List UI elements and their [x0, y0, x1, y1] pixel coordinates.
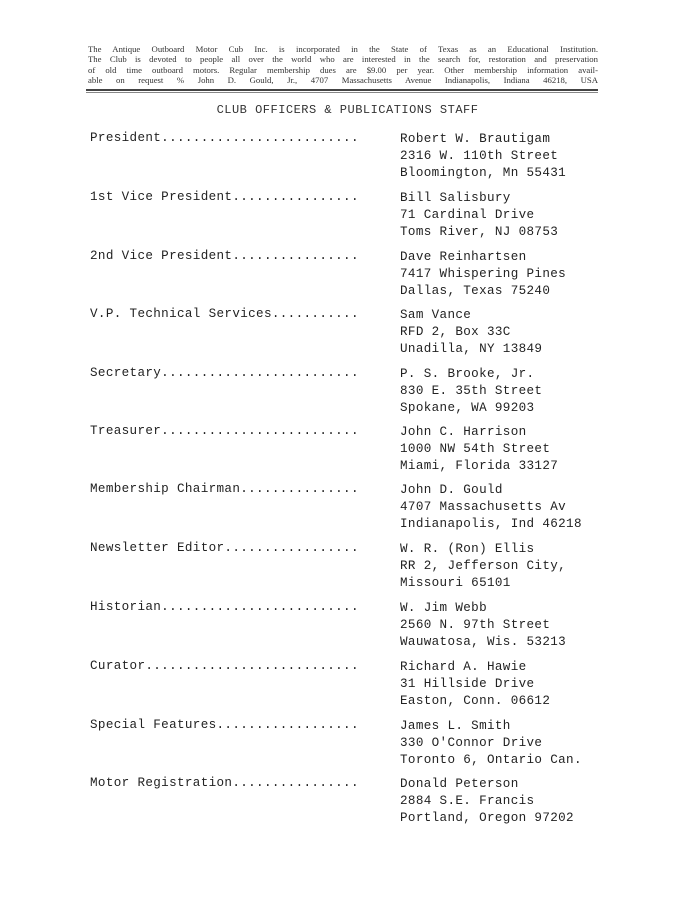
officer-address	[400, 307, 630, 357]
officer-street: 2560 N. 97th Street	[400, 617, 551, 632]
divider-top	[86, 89, 598, 91]
officer-address	[400, 424, 630, 474]
officer-street: 2316 W. 110th Street	[400, 148, 559, 163]
divider-bottom	[86, 92, 598, 93]
club-description-line: of old time outboard motors. Regular membership dues are $9.00 per year. Other membership information avail-	[88, 64, 598, 75]
officer-street: 4707 Massachusetts Av	[400, 499, 567, 514]
officer-city: Bloomington, Mn 55431	[400, 165, 567, 180]
officer-city: Missouri 65101	[400, 575, 511, 590]
officer-role: V.P. Technical Services...........	[90, 307, 359, 321]
officer-city: Unadilla, NY 13849	[400, 341, 543, 356]
officer-role: 1st Vice President................	[90, 190, 359, 204]
officer-city: Indianapolis, Ind 46218	[400, 516, 582, 531]
officer-name: James L. Smith	[400, 719, 511, 733]
officer-address	[400, 366, 630, 416]
officer-address	[400, 249, 630, 299]
officer-city: Toms River, NJ 08753	[400, 224, 559, 239]
officer-role: Membership Chairman...............	[90, 482, 359, 496]
officer-city: Easton, Conn. 06612	[400, 693, 551, 708]
officer-role: Treasurer.........................	[90, 424, 359, 438]
officer-role: Special Features..................	[90, 718, 359, 732]
officer-name: Dave Reinhartsen	[400, 250, 527, 264]
officer-city: Dallas, Texas 75240	[400, 283, 551, 298]
officer-name: W. R. (Ron) Ellis	[400, 542, 535, 556]
officer-name: Donald Peterson	[400, 777, 519, 791]
officer-address	[400, 190, 630, 240]
officer-street: 830 E. 35th Street	[400, 383, 543, 398]
club-description-line: able on request % John D. Gould, Jr., 4707 Massachusetts Avenue Indianapolis, Indiana 46218, USA	[88, 75, 598, 86]
officer-address	[400, 600, 630, 650]
officer-address	[400, 659, 630, 709]
officer-city: Portland, Oregon 97202	[400, 810, 574, 825]
officer-city: Wauwatosa, Wis. 53213	[400, 634, 567, 649]
officer-street: 31 Hillside Drive	[400, 676, 535, 691]
officer-city: Miami, Florida 33127	[400, 458, 559, 473]
officer-address	[400, 131, 630, 181]
officer-role: 2nd Vice President................	[90, 249, 359, 263]
officer-street: RR 2, Jefferson City,	[400, 558, 567, 573]
officer-city: Spokane, WA 99203	[400, 400, 535, 415]
officer-role: President.........................	[90, 131, 359, 145]
officer-role: Newsletter Editor.................	[90, 541, 359, 555]
officer-street: 330 O'Connor Drive	[400, 735, 543, 750]
officer-address	[400, 776, 630, 826]
officer-address	[400, 541, 630, 591]
officer-name: Richard A. Hawie	[400, 660, 527, 674]
officer-street: 1000 NW 54th Street	[400, 441, 551, 456]
officer-name: W. Jim Webb	[400, 601, 487, 615]
officer-role: Historian.........................	[90, 600, 359, 614]
officer-name: Bill Salisbury	[400, 191, 511, 205]
page-title: CLUB OFFICERS & PUBLICATIONS STAFF	[216, 103, 479, 117]
officer-role: Secretary.........................	[90, 366, 359, 380]
officer-street: 2884 S.E. Francis	[400, 793, 535, 808]
officer-address	[400, 718, 630, 768]
officer-street: 7417 Whispering Pines	[400, 266, 567, 281]
officer-role: Curator...........................	[90, 659, 359, 673]
club-description-line: The Club is devoted to people all over the world who are interested in the search for, restoration and preservation	[88, 54, 598, 65]
officer-name: Sam Vance	[400, 308, 472, 322]
officer-street: 71 Cardinal Drive	[400, 207, 535, 222]
officer-city: Toronto 6, Ontario Can.	[400, 752, 582, 767]
officer-street: RFD 2, Box 33C	[400, 324, 511, 339]
officer-name: John C. Harrison	[400, 425, 527, 439]
officer-name: John D. Gould	[400, 483, 503, 497]
club-description-line: The Antique Outboard Motor Cub Inc. is incorporated in the State of Texas as an Educational Institution.	[88, 44, 598, 54]
officer-name: Robert W. Brautigam	[400, 132, 551, 146]
officer-role: Motor Registration................	[90, 776, 359, 790]
officer-name: P. S. Brooke, Jr.	[400, 367, 535, 381]
officer-address	[400, 482, 630, 532]
club-description	[88, 44, 598, 86]
